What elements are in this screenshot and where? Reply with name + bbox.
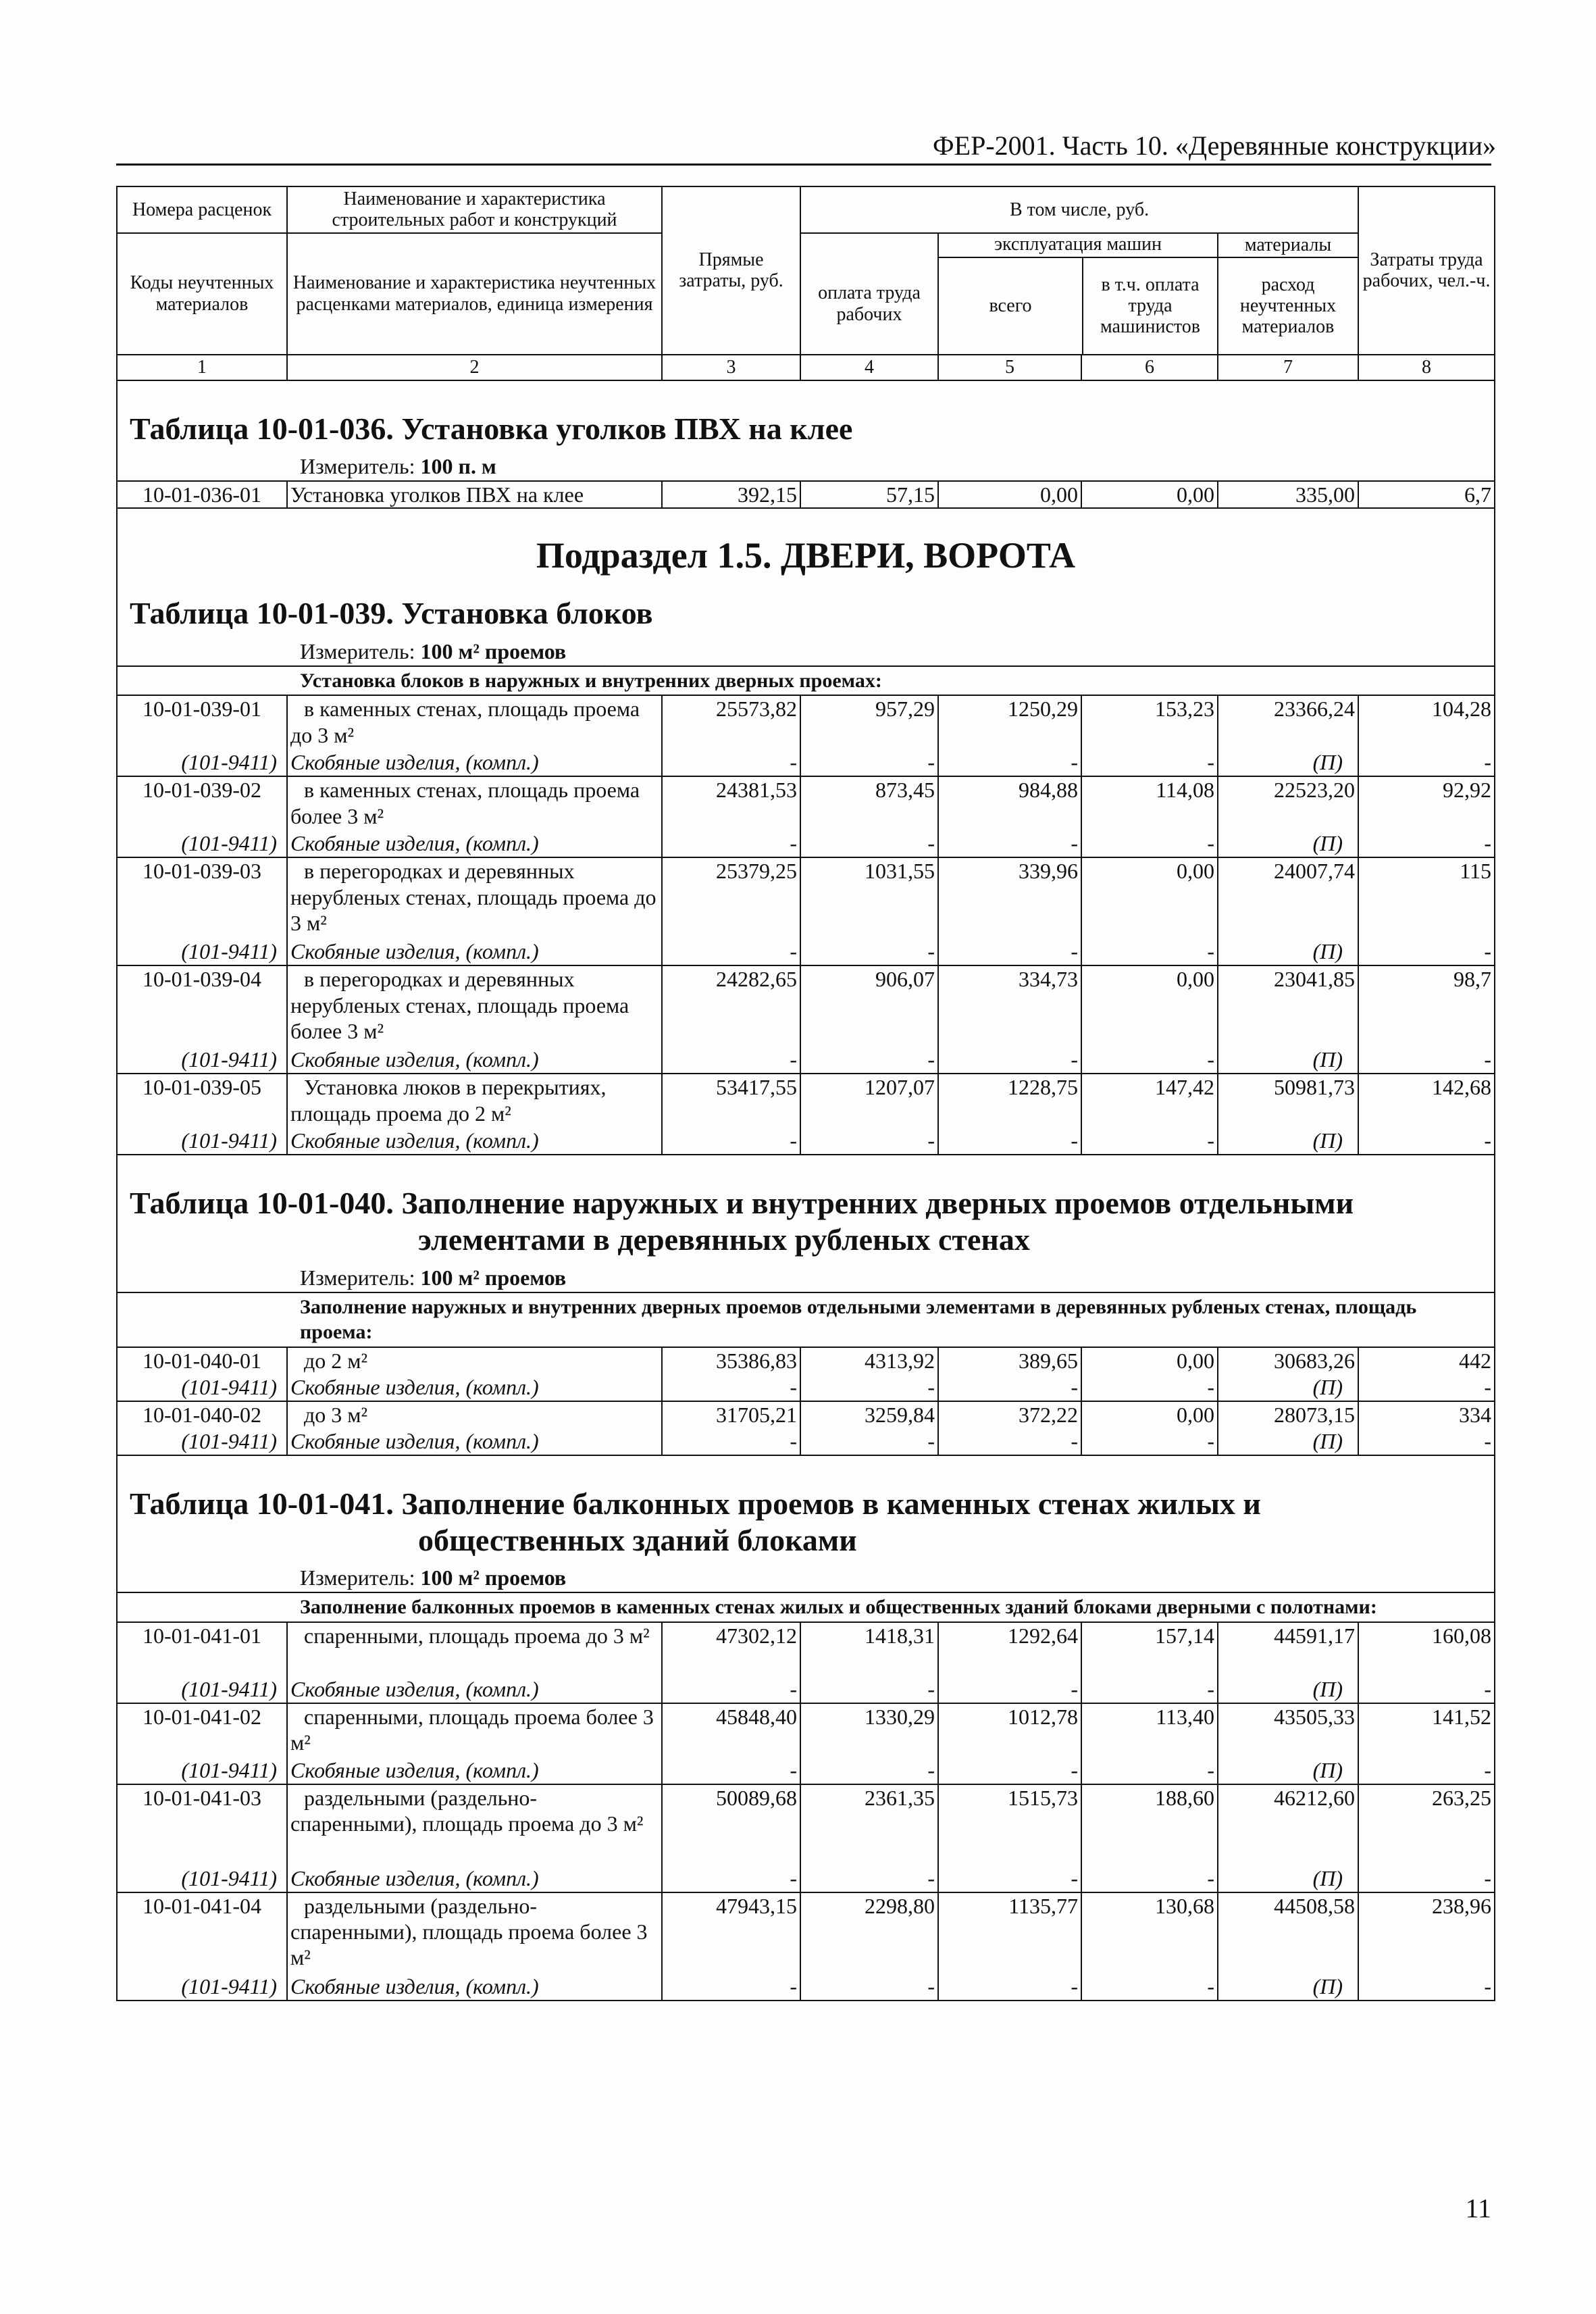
material-v8: - bbox=[1358, 1374, 1495, 1401]
machines-header bbox=[938, 233, 1218, 355]
material-v5: - bbox=[938, 1676, 1081, 1703]
labor-wages: 1207,07 bbox=[800, 1074, 938, 1128]
material-v4: - bbox=[800, 1128, 938, 1155]
material-v6: - bbox=[1081, 1047, 1218, 1074]
material-code: (101-9411) bbox=[117, 1676, 287, 1703]
material-v5: - bbox=[938, 749, 1081, 776]
material-v6: - bbox=[1081, 1374, 1218, 1401]
rate-row bbox=[117, 1703, 1495, 1757]
rate-name: спаренными, площадь проема более 3 м² bbox=[287, 1703, 662, 1757]
machines-total: 1515,73 bbox=[938, 1784, 1081, 1865]
material-row bbox=[117, 938, 1495, 965]
material-v3: - bbox=[662, 1047, 800, 1074]
rate-row bbox=[117, 1401, 1495, 1428]
rate-name: в перегородках и деревянных нерубленых стенах, площадь проема более 3 м² bbox=[287, 965, 662, 1047]
materials-cost: 23041,85 bbox=[1218, 965, 1358, 1047]
material-v4: - bbox=[800, 749, 938, 776]
material-v8: - bbox=[1358, 1676, 1495, 1703]
materials-cost: 44508,58 bbox=[1218, 1892, 1358, 1973]
rate-name: Установка люков в перекрытиях, площадь проема до 2 м² bbox=[287, 1074, 662, 1128]
rate-name: в перегородках и деревянных нерубленых стенах, площадь проема до 3 м² bbox=[287, 857, 662, 938]
table-040-title-line1: Таблица 10-01-040. Заполнение наружных и внутренних дверных проемов отдельными bbox=[130, 1186, 1354, 1221]
machinist-wages: 188,60 bbox=[1081, 1784, 1218, 1865]
rate-row bbox=[117, 1784, 1495, 1865]
direct-costs: 47302,12 bbox=[662, 1622, 800, 1676]
material-v4: - bbox=[800, 938, 938, 965]
table-041-measure: Измеритель: 100 м² проемов bbox=[300, 1565, 567, 1590]
material-row bbox=[117, 1865, 1495, 1892]
machines-total: 334,73 bbox=[938, 965, 1081, 1047]
material-v7: (П) bbox=[1218, 938, 1358, 965]
labor-wages: 57,15 bbox=[800, 481, 938, 508]
materials-header-label: материалы bbox=[1218, 234, 1358, 258]
rate-name: спаренными, площадь проема до 3 м² bbox=[287, 1622, 662, 1676]
rate-code: 10-01-041-04 bbox=[117, 1892, 287, 1973]
material-row bbox=[117, 1128, 1495, 1155]
labor-hours: 334 bbox=[1358, 1401, 1495, 1428]
direct-costs: 25573,82 bbox=[662, 695, 800, 749]
labor-wages: 906,07 bbox=[800, 965, 938, 1047]
materials-cost: 24007,74 bbox=[1218, 857, 1358, 938]
page-number: 11 bbox=[1465, 2193, 1491, 2223]
rate-code: 10-01-041-03 bbox=[117, 1784, 287, 1865]
material-name: Скобяные изделия, (компл.) bbox=[287, 1047, 662, 1074]
rate-name: в каменных стенах, площадь проема до 3 м² bbox=[287, 695, 662, 749]
machines-total: 0,00 bbox=[938, 481, 1081, 508]
material-v3: - bbox=[662, 1973, 800, 2001]
col3-header: Прямые затраты, руб. bbox=[662, 186, 800, 355]
labor-wages: 4313,92 bbox=[800, 1347, 938, 1374]
col5-header: всего bbox=[939, 258, 1083, 354]
direct-costs: 24381,53 bbox=[662, 776, 800, 830]
material-v7: (П) bbox=[1218, 1973, 1358, 2001]
direct-costs: 50089,68 bbox=[662, 1784, 800, 1865]
rate-name: до 2 м² bbox=[287, 1347, 662, 1374]
rate-row bbox=[117, 776, 1495, 830]
labor-wages: 1330,29 bbox=[800, 1703, 938, 1757]
labor-wages: 1031,55 bbox=[800, 857, 938, 938]
material-code: (101-9411) bbox=[117, 830, 287, 857]
direct-costs: 392,15 bbox=[662, 481, 800, 508]
material-code: (101-9411) bbox=[117, 1973, 287, 2001]
labor-wages: 1418,31 bbox=[800, 1622, 938, 1676]
machinist-wages: 0,00 bbox=[1081, 857, 1218, 938]
material-row bbox=[117, 1047, 1495, 1074]
rate-code: 10-01-039-04 bbox=[117, 965, 287, 1047]
col6-header: в т.ч. оплата труда машинистов bbox=[1100, 274, 1200, 338]
rate-row bbox=[117, 695, 1495, 749]
header-rule bbox=[116, 164, 1491, 166]
rate-code: 10-01-041-01 bbox=[117, 1622, 287, 1676]
material-v6: - bbox=[1081, 1128, 1218, 1155]
material-v8: - bbox=[1358, 938, 1495, 965]
rate-code: 10-01-039-03 bbox=[117, 857, 287, 938]
material-v6: - bbox=[1081, 1865, 1218, 1892]
table-040-group: Заполнение наружных и внутренних дверных проемов отдельными элементами в деревянных рубленых стенах, площадь проема: bbox=[300, 1295, 1417, 1344]
materials-cost: 23366,24 bbox=[1218, 695, 1358, 749]
machinist-wages: 113,40 bbox=[1081, 1703, 1218, 1757]
material-v4: - bbox=[800, 830, 938, 857]
material-row bbox=[117, 1973, 1495, 2001]
material-row bbox=[117, 1428, 1495, 1455]
colnum-1: 1 bbox=[117, 355, 287, 380]
direct-costs: 53417,55 bbox=[662, 1074, 800, 1128]
table-040-title-line2: элементами в деревянных рубленых стенах bbox=[418, 1222, 1030, 1257]
direct-costs: 45848,40 bbox=[662, 1703, 800, 1757]
material-v7: (П) bbox=[1218, 1428, 1358, 1455]
material-v6: - bbox=[1081, 1757, 1218, 1784]
material-v8: - bbox=[1358, 1973, 1495, 2001]
material-v7: (П) bbox=[1218, 1374, 1358, 1401]
subsection-title: Подраздел 1.5. ДВЕРИ, ВОРОТА bbox=[536, 535, 1076, 576]
rate-row bbox=[117, 1347, 1495, 1374]
material-v4: - bbox=[800, 1428, 938, 1455]
table-036-row bbox=[117, 481, 1495, 508]
material-v3: - bbox=[662, 1128, 800, 1155]
direct-costs: 25379,25 bbox=[662, 857, 800, 938]
material-name: Скобяные изделия, (компл.) bbox=[287, 749, 662, 776]
machinist-wages: 147,42 bbox=[1081, 1074, 1218, 1128]
direct-costs: 35386,83 bbox=[662, 1347, 800, 1374]
rate-name: раздельными (раздельно-спаренными), площадь проема более 3 м² bbox=[287, 1892, 662, 1973]
materials-cost: 28073,15 bbox=[1218, 1401, 1358, 1428]
material-v5: - bbox=[938, 1428, 1081, 1455]
rate-row bbox=[117, 1622, 1495, 1676]
material-v8: - bbox=[1358, 830, 1495, 857]
col4-header-label: оплата труда рабочих bbox=[818, 282, 921, 325]
col2-header-top: Наименование и характеристика строительных работ и конструкций bbox=[287, 186, 662, 233]
machines-total: 1292,64 bbox=[938, 1622, 1081, 1676]
material-code: (101-9411) bbox=[117, 1757, 287, 1784]
material-v6: - bbox=[1081, 830, 1218, 857]
material-row bbox=[117, 749, 1495, 776]
labor-hours: 6,7 bbox=[1358, 481, 1495, 508]
material-v7: (П) bbox=[1218, 1128, 1358, 1155]
table-039-title: Таблица 10-01-039. Установка блоков bbox=[130, 596, 653, 631]
rate-code: 10-01-041-02 bbox=[117, 1703, 287, 1757]
material-code: (101-9411) bbox=[117, 1374, 287, 1401]
material-v3: - bbox=[662, 1865, 800, 1892]
material-v6: - bbox=[1081, 1428, 1218, 1455]
rate-name: раздельными (раздельно-спаренными), площадь проема до 3 м² bbox=[287, 1784, 662, 1865]
materials-header bbox=[1218, 233, 1358, 355]
material-v8: - bbox=[1358, 1757, 1495, 1784]
material-v4: - bbox=[800, 1374, 938, 1401]
material-v5: - bbox=[938, 1128, 1081, 1155]
rate-name: до 3 м² bbox=[287, 1401, 662, 1428]
material-v8: - bbox=[1358, 1047, 1495, 1074]
col1-header-bottom: Коды неучтенных материалов bbox=[117, 233, 287, 355]
colnum-8: 8 bbox=[1358, 355, 1495, 380]
labor-wages: 2298,80 bbox=[800, 1892, 938, 1973]
rate-code: 10-01-039-01 bbox=[117, 695, 287, 749]
labor-hours: 160,08 bbox=[1358, 1622, 1495, 1676]
material-v8: - bbox=[1358, 1428, 1495, 1455]
table-041-title-line2: общественных зданий блоками bbox=[418, 1522, 857, 1557]
material-code: (101-9411) bbox=[117, 1047, 287, 1074]
colnum-5: 5 bbox=[938, 355, 1081, 380]
machines-total: 339,96 bbox=[938, 857, 1081, 938]
labor-wages: 873,45 bbox=[800, 776, 938, 830]
rate-name: в каменных стенах, площадь проема более 3 м² bbox=[287, 776, 662, 830]
machinist-wages: 157,14 bbox=[1081, 1622, 1218, 1676]
material-v4: - bbox=[800, 1757, 938, 1784]
material-v5: - bbox=[938, 1374, 1081, 1401]
table-heading-row bbox=[117, 1592, 1495, 1622]
labor-hours: 98,7 bbox=[1358, 965, 1495, 1047]
material-v3: - bbox=[662, 1428, 800, 1455]
labor-hours: 141,52 bbox=[1358, 1703, 1495, 1757]
material-v4: - bbox=[800, 1047, 938, 1074]
material-v6: - bbox=[1081, 1676, 1218, 1703]
table-heading-row bbox=[117, 1455, 1495, 1593]
machinist-wages: 0,00 bbox=[1081, 965, 1218, 1047]
materials-cost: 30683,26 bbox=[1218, 1347, 1358, 1374]
material-v6: - bbox=[1081, 749, 1218, 776]
col2-header-bottom: Наименование и характеристика неучтенных расценками материалов, единица измерения bbox=[287, 233, 662, 355]
rate-row bbox=[117, 965, 1495, 1047]
material-v5: - bbox=[938, 1973, 1081, 2001]
material-v7: (П) bbox=[1218, 1047, 1358, 1074]
machines-header-label: эксплуатация машин bbox=[939, 234, 1217, 258]
material-v3: - bbox=[662, 938, 800, 965]
material-v8: - bbox=[1358, 1865, 1495, 1892]
material-v3: - bbox=[662, 1374, 800, 1401]
rate-row bbox=[117, 857, 1495, 938]
material-row bbox=[117, 830, 1495, 857]
machines-total: 1228,75 bbox=[938, 1074, 1081, 1128]
table-041-group: Заполнение балконных проемов в каменных стенах жилых и общественных зданий блоками дверными с полотнами: bbox=[300, 1596, 1377, 1619]
materials-cost: 44591,17 bbox=[1218, 1622, 1358, 1676]
colnum-7: 7 bbox=[1218, 355, 1358, 380]
materials-cost: 50981,73 bbox=[1218, 1074, 1358, 1128]
rate-code: 10-01-040-02 bbox=[117, 1401, 287, 1428]
labor-hours: 104,28 bbox=[1358, 695, 1495, 749]
material-v3: - bbox=[662, 830, 800, 857]
material-name: Скобяные изделия, (компл.) bbox=[287, 1676, 662, 1703]
machines-total: 372,22 bbox=[938, 1401, 1081, 1428]
rate-row bbox=[117, 1074, 1495, 1128]
labor-hours: 238,96 bbox=[1358, 1892, 1495, 1973]
table-036-title: Таблица 10-01-036. Установка уголков ПВХ на клее bbox=[130, 411, 853, 446]
machinist-wages: 114,08 bbox=[1081, 776, 1218, 830]
material-row bbox=[117, 1676, 1495, 1703]
material-row bbox=[117, 1757, 1495, 1784]
rate-code: 10-01-040-01 bbox=[117, 1347, 287, 1374]
material-v7: (П) bbox=[1218, 1757, 1358, 1784]
material-name: Скобяные изделия, (компл.) bbox=[287, 1428, 662, 1455]
material-v7: (П) bbox=[1218, 830, 1358, 857]
machines-total: 1135,77 bbox=[938, 1892, 1081, 1973]
colnum-6: 6 bbox=[1081, 355, 1218, 380]
material-name: Скобяные изделия, (компл.) bbox=[287, 1128, 662, 1155]
running-header: ФЕР-2001. Часть 10. «Деревянные конструкции» bbox=[933, 130, 1496, 161]
machinist-wages: 153,23 bbox=[1081, 695, 1218, 749]
table-039-group: Установка блоков в наружных и внутренних дверных проемах: bbox=[300, 669, 882, 692]
material-v3: - bbox=[662, 749, 800, 776]
material-v7: (П) bbox=[1218, 1676, 1358, 1703]
labor-wages: 2361,35 bbox=[800, 1784, 938, 1865]
machines-total: 389,65 bbox=[938, 1347, 1081, 1374]
material-v5: - bbox=[938, 830, 1081, 857]
material-name: Скобяные изделия, (компл.) bbox=[287, 1865, 662, 1892]
materials-cost: 43505,33 bbox=[1218, 1703, 1358, 1757]
colnum-2: 2 bbox=[287, 355, 662, 380]
material-name: Скобяные изделия, (компл.) bbox=[287, 1374, 662, 1401]
material-row bbox=[117, 1374, 1495, 1401]
table-heading-row bbox=[117, 1155, 1495, 1292]
material-v4: - bbox=[800, 1865, 938, 1892]
material-v6: - bbox=[1081, 1973, 1218, 2001]
material-v3: - bbox=[662, 1676, 800, 1703]
material-code: (101-9411) bbox=[117, 1865, 287, 1892]
machinist-wages: 0,00 bbox=[1081, 481, 1218, 508]
labor-hours: 263,25 bbox=[1358, 1784, 1495, 1865]
labor-wages: 957,29 bbox=[800, 695, 938, 749]
machines-total: 984,88 bbox=[938, 776, 1081, 830]
machinist-wages: 130,68 bbox=[1081, 1892, 1218, 1973]
material-v3: - bbox=[662, 1757, 800, 1784]
material-v6: - bbox=[1081, 938, 1218, 965]
material-v5: - bbox=[938, 1047, 1081, 1074]
labor-wages: 3259,84 bbox=[800, 1401, 938, 1428]
table-heading-row bbox=[117, 1292, 1495, 1347]
table-036-measure: Измеритель: 100 п. м bbox=[300, 453, 496, 478]
price-table bbox=[116, 186, 1495, 2001]
col8-header: Затраты труда рабочих, чел.-ч. bbox=[1358, 186, 1495, 355]
material-v5: - bbox=[938, 1865, 1081, 1892]
material-code: (101-9411) bbox=[117, 749, 287, 776]
material-v7: (П) bbox=[1218, 1865, 1358, 1892]
rate-code: 10-01-039-02 bbox=[117, 776, 287, 830]
machines-total: 1250,29 bbox=[938, 695, 1081, 749]
material-v7: (П) bbox=[1218, 749, 1358, 776]
materials-cost: 46212,60 bbox=[1218, 1784, 1358, 1865]
material-code: (101-9411) bbox=[117, 1428, 287, 1455]
direct-costs: 24282,65 bbox=[662, 965, 800, 1047]
machines-total: 1012,78 bbox=[938, 1703, 1081, 1757]
rate-code: 10-01-036-01 bbox=[117, 481, 287, 508]
machinist-wages: 0,00 bbox=[1081, 1401, 1218, 1428]
material-name: Скобяные изделия, (компл.) bbox=[287, 1973, 662, 2001]
material-v8: - bbox=[1358, 1128, 1495, 1155]
material-name: Скобяные изделия, (компл.) bbox=[287, 1757, 662, 1784]
col7-header: расход неучтенных материалов bbox=[1239, 274, 1337, 338]
incl-header: В том числе, руб. bbox=[800, 186, 1358, 233]
material-v8: - bbox=[1358, 749, 1495, 776]
table-039-measure: Измеритель: 100 м² проемов bbox=[300, 638, 567, 663]
direct-costs: 47943,15 bbox=[662, 1892, 800, 1973]
material-code: (101-9411) bbox=[117, 938, 287, 965]
labor-hours: 115 bbox=[1358, 857, 1495, 938]
col4-header bbox=[800, 233, 938, 355]
material-v5: - bbox=[938, 938, 1081, 965]
labor-hours: 142,68 bbox=[1358, 1074, 1495, 1128]
materials-cost: 335,00 bbox=[1218, 481, 1358, 508]
colnum-4: 4 bbox=[800, 355, 938, 380]
col1-header-top: Номера расценок bbox=[117, 186, 287, 233]
table-041-title-line1: Таблица 10-01-041. Заполнение балконных проемов в каменных стенах жилых и bbox=[130, 1486, 1261, 1521]
direct-costs: 31705,21 bbox=[662, 1401, 800, 1428]
material-v5: - bbox=[938, 1757, 1081, 1784]
material-name: Скобяные изделия, (компл.) bbox=[287, 938, 662, 965]
rate-code: 10-01-039-05 bbox=[117, 1074, 287, 1128]
labor-hours: 92,92 bbox=[1358, 776, 1495, 830]
table-040-measure: Измеритель: 100 м² проемов bbox=[300, 1265, 567, 1290]
material-v4: - bbox=[800, 1676, 938, 1703]
materials-cost: 22523,20 bbox=[1218, 776, 1358, 830]
labor-hours: 442 bbox=[1358, 1347, 1495, 1374]
machinist-wages: 0,00 bbox=[1081, 1347, 1218, 1374]
colnum-3: 3 bbox=[662, 355, 800, 380]
rate-row bbox=[117, 1892, 1495, 1973]
material-v4: - bbox=[800, 1973, 938, 2001]
rate-name: Установка уголков ПВХ на клее bbox=[287, 481, 662, 508]
material-name: Скобяные изделия, (компл.) bbox=[287, 830, 662, 857]
material-code: (101-9411) bbox=[117, 1128, 287, 1155]
